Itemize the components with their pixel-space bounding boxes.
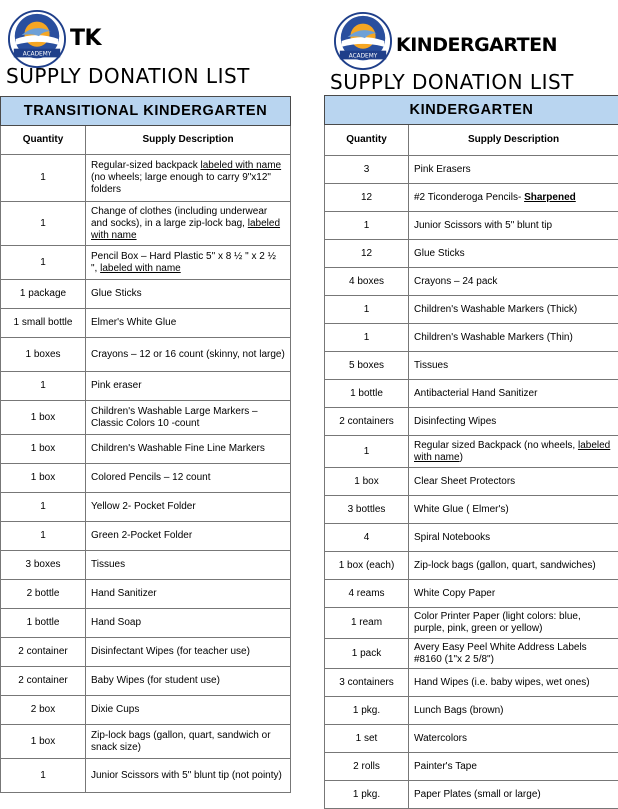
quantity-cell: 1 boxes	[1, 338, 86, 372]
table-row	[1, 280, 291, 309]
description-cell	[409, 697, 618, 725]
logo-text: ACADEMY	[23, 51, 52, 57]
description-cell	[409, 552, 618, 580]
table-row	[325, 753, 618, 781]
description-cell	[409, 608, 618, 639]
description-text: Zip-lock bags (gallon, quart, sandwich or snack size)	[91, 730, 271, 753]
table-row	[1, 551, 291, 580]
description-text: Regular-sized backpack	[91, 160, 201, 171]
table-row	[325, 408, 618, 436]
quantity-cell: 1 box	[1, 725, 86, 759]
description-text: Glue Sticks	[414, 248, 465, 259]
underlined-note: labeled with name	[91, 218, 280, 241]
table-row	[325, 184, 618, 212]
quantity-cell: 1 pkg.	[325, 781, 409, 809]
description-cell	[409, 639, 618, 669]
description-text: Pencil Box – Hard Plastic 5" x 8 ½ " x 2 ½ ",	[91, 251, 276, 274]
quantity-cell: 4 reams	[325, 580, 409, 608]
description-text: Hand Sanitizer	[91, 588, 157, 599]
quantity-cell: 1	[1, 372, 86, 401]
quantity-cell: 1 small bottle	[1, 309, 86, 338]
description-cell	[409, 496, 618, 524]
table-row	[325, 608, 618, 639]
kindergarten-section	[324, 0, 618, 94]
table-row	[1, 401, 291, 435]
description-cell	[409, 212, 618, 240]
table-row	[325, 580, 618, 608]
description-cell	[409, 156, 618, 184]
description-text: Painter's Tape	[414, 761, 477, 772]
description-cell	[86, 522, 291, 551]
quantity-cell: 12	[325, 240, 409, 268]
table-row	[1, 609, 291, 638]
quantity-cell: 2 containers	[325, 408, 409, 436]
quantity-cell: 1 box	[1, 435, 86, 464]
list-subtitle: SUPPLY DONATION LIST	[6, 64, 250, 88]
description-column-header: Supply Description	[86, 126, 291, 155]
table-row	[1, 202, 291, 246]
description-text: Pink eraser	[91, 380, 142, 391]
table-row	[325, 212, 618, 240]
quantity-cell: 3 boxes	[1, 551, 86, 580]
school-logo	[8, 10, 66, 68]
quantity-cell: 2 container	[1, 667, 86, 696]
description-cell	[86, 372, 291, 401]
quantity-cell: 2 box	[1, 696, 86, 725]
table-row	[325, 496, 618, 524]
description-text: Lunch Bags (brown)	[414, 705, 504, 716]
description-text: )	[460, 452, 463, 463]
table-row	[325, 324, 618, 352]
quantity-cell: 3 bottles	[325, 496, 409, 524]
table-row	[1, 372, 291, 401]
table-row	[1, 309, 291, 338]
quantity-cell: 1	[1, 202, 86, 246]
description-cell	[86, 280, 291, 309]
description-text: Disinfectant Wipes (for teacher use)	[91, 646, 250, 657]
table-row	[325, 552, 618, 580]
description-cell	[409, 408, 618, 436]
quantity-cell: 1	[325, 212, 409, 240]
description-text: Glue Sticks	[91, 288, 142, 299]
quantity-cell: 1	[1, 155, 86, 202]
description-cell	[86, 725, 291, 759]
table-row	[1, 638, 291, 667]
quantity-cell: 1 set	[325, 725, 409, 753]
table-row	[325, 296, 618, 324]
description-cell	[409, 436, 618, 468]
quantity-cell: 2 rolls	[325, 753, 409, 781]
description-cell	[409, 184, 618, 212]
table-row	[325, 156, 618, 184]
table-row	[325, 468, 618, 496]
description-text: Junior Scissors with 5" blunt tip	[414, 220, 552, 231]
quantity-cell: 1 pkg.	[325, 697, 409, 725]
description-text: Elmer's White Glue	[91, 317, 176, 328]
description-text: Dixie Cups	[91, 704, 139, 715]
description-cell	[86, 202, 291, 246]
description-text: Yellow 2- Pocket Folder	[91, 501, 196, 512]
description-text: Children's Washable Fine Line Markers	[91, 443, 265, 454]
dolphin-seal-icon	[8, 10, 66, 68]
description-cell	[86, 464, 291, 493]
table-row	[1, 493, 291, 522]
description-cell	[86, 246, 291, 280]
kindergarten-header	[324, 0, 618, 94]
description-cell	[409, 468, 618, 496]
description-cell	[86, 638, 291, 667]
description-text: Avery Easy Peel White Address Labels #8160 (1"x 2 5/8")	[414, 642, 587, 665]
quantity-cell: 4	[325, 524, 409, 552]
table-banner: TRANSITIONAL KINDERGARTEN	[1, 97, 291, 126]
description-cell	[86, 435, 291, 464]
quantity-cell: 1	[1, 246, 86, 280]
quantity-cell: 1	[1, 493, 86, 522]
description-cell	[409, 781, 618, 809]
quantity-cell: 1 box	[1, 401, 86, 435]
grade-title: TK	[70, 26, 101, 51]
table-row	[1, 338, 291, 372]
description-cell	[409, 268, 618, 296]
quantity-column-header: Quantity	[1, 126, 86, 155]
description-cell	[86, 696, 291, 725]
quantity-cell: 2 container	[1, 638, 86, 667]
tk-supply-table	[0, 96, 291, 793]
description-text: Pink Erasers	[414, 164, 471, 175]
description-text: Crayons – 24 pack	[414, 276, 497, 287]
table-row	[1, 246, 291, 280]
quantity-cell: 3 containers	[325, 669, 409, 697]
quantity-cell: 1 bottle	[325, 380, 409, 408]
quantity-cell: 1 box	[1, 464, 86, 493]
table-row	[1, 580, 291, 609]
description-cell	[409, 380, 618, 408]
quantity-cell: 1 box	[325, 468, 409, 496]
table-banner: KINDERGARTEN	[325, 96, 618, 125]
quantity-cell: 1 pack	[325, 639, 409, 669]
dolphin-seal-icon	[334, 12, 392, 70]
description-text: Regular sized Backpack (no wheels,	[414, 440, 578, 451]
table-row	[325, 781, 618, 809]
table-row	[325, 240, 618, 268]
description-text: Children's Washable Markers (Thick)	[414, 304, 577, 315]
quantity-cell: 1	[1, 759, 86, 793]
description-cell	[86, 551, 291, 580]
quantity-cell: 1 ream	[325, 608, 409, 639]
description-text: Hand Soap	[91, 617, 141, 628]
description-text: Watercolors	[414, 733, 467, 744]
description-cell	[86, 155, 291, 202]
description-text: Spiral Notebooks	[414, 532, 490, 543]
quantity-cell: 12	[325, 184, 409, 212]
description-cell	[86, 580, 291, 609]
tk-section	[0, 0, 290, 94]
table-row	[1, 435, 291, 464]
description-cell	[86, 401, 291, 435]
school-logo	[334, 12, 392, 70]
description-cell	[409, 240, 618, 268]
quantity-cell: 1 box (each)	[325, 552, 409, 580]
list-subtitle: SUPPLY DONATION LIST	[330, 70, 574, 94]
description-text: Crayons – 12 or 16 count (skinny, not large)	[91, 349, 285, 360]
table-row	[325, 524, 618, 552]
table-row	[325, 725, 618, 753]
description-column-header: Supply Description	[409, 125, 618, 156]
description-cell	[409, 296, 618, 324]
quantity-cell: 4 boxes	[325, 268, 409, 296]
description-cell	[409, 669, 618, 697]
description-text: Paper Plates (small or large)	[414, 789, 541, 800]
description-text: Clear Sheet Protectors	[414, 476, 515, 487]
description-cell	[86, 759, 291, 793]
description-cell	[86, 493, 291, 522]
table-row	[325, 639, 618, 669]
table-row	[325, 669, 618, 697]
table-row	[325, 268, 618, 296]
description-text: White Glue ( Elmer's)	[414, 504, 509, 515]
underlined-note: labeled with name	[201, 160, 282, 171]
quantity-cell: 1	[325, 296, 409, 324]
description-text: (no wheels; large enough to carry 9"x12" folders	[91, 172, 271, 195]
description-cell	[409, 725, 618, 753]
description-cell	[409, 352, 618, 380]
quantity-cell: 1 bottle	[1, 609, 86, 638]
underlined-note: Sharpened	[524, 192, 576, 203]
description-text: #2 Ticonderoga Pencils-	[414, 192, 524, 203]
table-row	[1, 155, 291, 202]
description-cell	[86, 338, 291, 372]
table-row	[1, 725, 291, 759]
underlined-note: labeled with name	[100, 263, 181, 274]
underlined-note: labeled with name	[414, 440, 610, 463]
grade-title: KINDERGARTEN	[396, 34, 557, 56]
quantity-cell: 1	[325, 436, 409, 468]
quantity-cell: 1 package	[1, 280, 86, 309]
description-text: Zip-lock bags (gallon, quart, sandwiches)	[414, 560, 596, 571]
description-cell	[409, 753, 618, 781]
description-text: Children's Washable Large Markers – Classic Colors 10 -count	[91, 406, 258, 429]
description-cell	[409, 524, 618, 552]
quantity-cell: 5 boxes	[325, 352, 409, 380]
kindergarten-supply-table	[324, 95, 618, 809]
description-cell	[409, 324, 618, 352]
quantity-cell: 2 bottle	[1, 580, 86, 609]
description-text: Tissues	[414, 360, 448, 371]
quantity-column-header: Quantity	[325, 125, 409, 156]
description-text: Disinfecting Wipes	[414, 416, 496, 427]
description-text: Colored Pencils – 12 count	[91, 472, 211, 483]
description-text: Tissues	[91, 559, 125, 570]
table-row	[1, 522, 291, 551]
description-text: Green 2-Pocket Folder	[91, 530, 192, 541]
table-row	[325, 352, 618, 380]
description-text: Baby Wipes (for student use)	[91, 675, 220, 686]
table-row	[325, 380, 618, 408]
description-text: Hand Wipes (i.e. baby wipes, wet ones)	[414, 677, 590, 688]
description-text: Change of clothes (including underwear and socks), in a large zip-lock bag,	[91, 206, 267, 229]
description-text: Children's Washable Markers (Thin)	[414, 332, 573, 343]
description-cell	[86, 309, 291, 338]
quantity-cell: 3	[325, 156, 409, 184]
description-text: Color Printer Paper (light colors: blue, purple, pink, green or yellow)	[414, 611, 581, 634]
description-text: Antibacterial Hand Sanitizer	[414, 388, 537, 399]
table-row	[1, 759, 291, 793]
description-cell	[409, 580, 618, 608]
table-row	[325, 436, 618, 468]
description-text: White Copy Paper	[414, 588, 495, 599]
quantity-cell: 1	[325, 324, 409, 352]
table-row	[325, 697, 618, 725]
quantity-cell: 1	[1, 522, 86, 551]
table-row	[1, 464, 291, 493]
logo-text: ACADEMY	[349, 53, 378, 59]
description-text: Junior Scissors with 5" blunt tip (not pointy)	[91, 770, 282, 781]
description-cell	[86, 609, 291, 638]
tk-header	[0, 0, 290, 94]
description-cell	[86, 667, 291, 696]
table-row	[1, 667, 291, 696]
table-row	[1, 696, 291, 725]
